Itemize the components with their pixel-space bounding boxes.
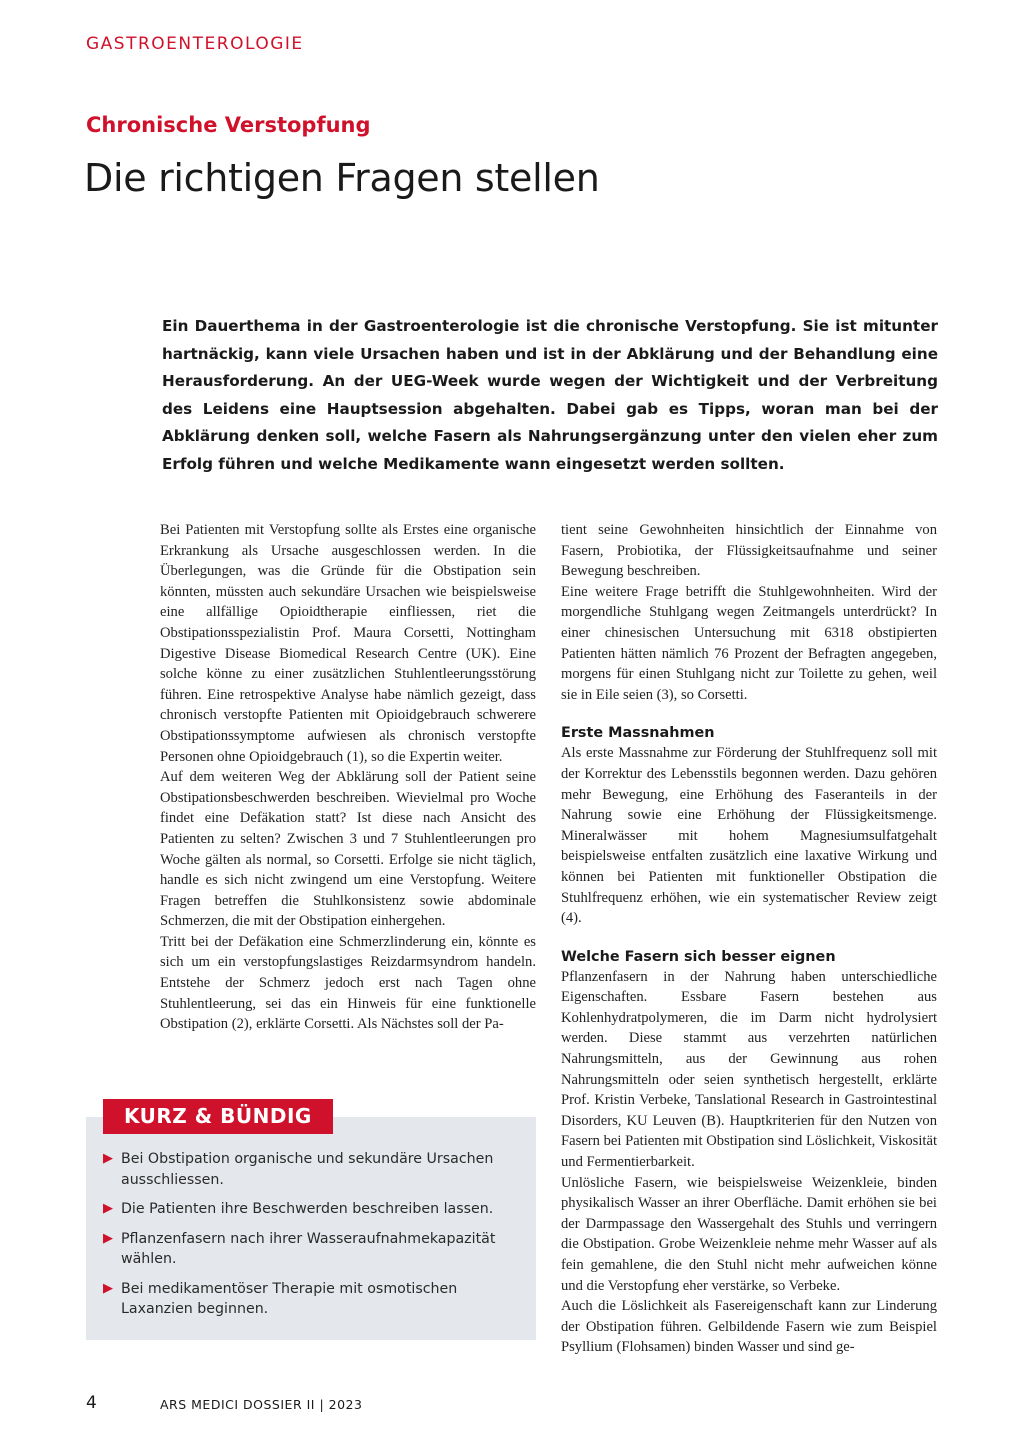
triangle-right-icon: ▶ — [103, 1230, 113, 1246]
section-label: GASTROENTEROLOGIE — [86, 34, 304, 54]
paragraph: Als erste Massnahme zur Förderung der Stuhlfrequenz soll mit der Korrektur des Lebensstils begonnen werden. Dazu gehören mehr Bewegung, eine Erhöhung des Faseranteils in der Nahrung sowie eine Erhöhung der Flüssigkeitsmenge. Mineralwässer mit hohem Magnesiumsulfatgehalt beispielsweise entfalten zusätzlich eine laxative Wirkung und können bei Patienten mit funktioneller Obstipation die Stuhlfrequenz erhöhen, wie ein systematischer Review zeigt (4). — [561, 745, 937, 927]
article-title: Die richtigen Fragen stellen — [84, 156, 600, 200]
triangle-right-icon: ▶ — [103, 1151, 113, 1166]
summary-box — [86, 1117, 536, 1340]
triangle-right-icon: ▶ — [103, 1201, 113, 1216]
body-column-left — [160, 520, 536, 1035]
paragraph: Bei Patienten mit Verstopfung sollte als Erstes eine organische Erkrankung als Ursache ausgeschlossen werden. In die Überlegungen, was die Gründe für die Obstipation sein könnten, müssten auch sekundäre Ursachen wie beispielsweise eine allfällige Opioidtherapie einfliessen, riet die Obstipationsspezialistin Prof. Maura Corsetti, Nottingham Digestive Disease Biomedical Research Centre (UK). Eine solche könne zu einer zusätzlichen Stuhlentleerungsstörung führen. Eine retrospektive Analyse habe nämlich gezeigt, dass chronisch verstopfte Patienten mit Opioidgebrauch schwerere Obstipationssymptome aufwiesen als chronisch verstopfte Personen ohne Opioidgebrauch (1), so die Expertin weiter. — [160, 522, 536, 765]
article-kicker: Chronische Verstopfung — [86, 113, 371, 137]
summary-item — [103, 1279, 523, 1320]
summary-item — [103, 1229, 523, 1270]
summary-item-text: Pflanzenfasern nach ihrer Wasseraufnahmekapazität wählen. — [121, 1230, 496, 1267]
paragraph: tient seine Gewohnheiten hinsichtlich der Einnahme von Fasern, Probiotika, der Flüssigkeitsaufnahme und seiner Bewegung beschreiben. — [561, 522, 937, 580]
paragraph: Unlösliche Fasern, wie beispielsweise Weizenkleie, binden physikalisch Wasser an ihrer Oberfläche. Damit erhöhen sie bei der Darmpassage den Wassergehalt des Stuhls und verringern die Obstipation. Grobe Weizenkleie nehme mehr Wasser auf als fein gemahlene, die den Stuhl nicht mehr aufweichen könne und die Verstopfung eher verstärke, so Verbeke. — [561, 1174, 937, 1294]
summary-item-text: Die Patienten ihre Beschwerden beschreiben lassen. — [121, 1201, 494, 1217]
paragraph: Eine weitere Frage betrifft die Stuhlgewohnheiten. Wird der morgendliche Stuhlgang wegen Zeitmangels unterdrückt? In einer chinesischen Untersuchung mit 6318 obstipierten Patienten hätten nämlich 76 Prozent der Befragten angegeben, morgens für einen Stuhlgang nicht zur Toilette zu gehen, weil sie in Eile seien (3), so Corsetti. — [561, 583, 937, 703]
paragraph: Tritt bei der Defäkation eine Schmerzlinderung ein, könnte es sich um ein verstopfungslastiges Reizdarmsyndrom handeln. Entstehe der Schmerz jedoch erst nach Tagen ohne Stuhlentleerung, sei das ein Hinweis für eine funktionelle Obstipation (2), erklärte Corsetti. Als Nächstes soll der Pa- — [160, 933, 536, 1033]
summary-list — [103, 1149, 523, 1329]
paragraph: Pflanzenfasern in der Nahrung haben unterschiedliche Eigenschaften. Essbare Fasern bestehen aus Kohlenhydratpolymeren, die im Darm nicht hydrolysiert werden. Diese stammt aus verzehrten natürlichen Nahrungsmitteln, aus der Gewinnung aus rohen Nahrungsmitteln oder seien synthetisch hergestellt, erklärte Prof. Kristin Verbeke, Tanslational Research in Gastrointestinal Disorders, KU Leuven (B). Hauptkriterien für den Nutzen von Fasern bei Patienten mit Obstipation sind Löslichkeit, Viskosität und Fermentierbarkeit. — [561, 968, 937, 1171]
body-column-right — [561, 520, 937, 1358]
summary-item — [103, 1199, 523, 1220]
article-lead: Ein Dauerthema in der Gastroenterologie ist die chronische Verstopfung. Sie ist mitunter hartnäckig, kann viele Ursachen haben und ist in der Abklärung und der Behandlung eine Herausforderung. An der UEG-Week wurde wegen der Wichtigkeit und der Verbreitung des Leidens eine Hauptsession abgehalten. Dabei gab es Tipps, woran man bei der Abklärung denken soll, welche Fasern als Nahrungsergänzung unter den vielen eher zum Erfolg führen und welche Medikamente wann eingesetzt werden sollten. — [162, 317, 938, 473]
subheading: Erste Massnahmen — [561, 725, 715, 742]
summary-item — [103, 1149, 523, 1190]
journal-footer: ARS MEDICI DOSSIER II | 2023 — [160, 1397, 363, 1412]
summary-item-text: Bei medikamentöser Therapie mit osmotischen Laxanzien beginnen. — [121, 1280, 458, 1317]
paragraph: Auch die Löslichkeit als Fasereigenschaft kann zur Linderung der Obstipation führen. Gelbildende Fasern wie zum Beispiel Psyllium (Flohsamen) binden Wasser und sind ge- — [561, 1298, 937, 1356]
triangle-right-icon: ▶ — [103, 1280, 113, 1296]
page-number: 4 — [86, 1393, 97, 1413]
summary-box-title: KURZ & BÜNDIG — [103, 1099, 333, 1134]
paragraph: Auf dem weiteren Weg der Abklärung soll der Patient seine Obstipationsbeschwerden beschreiben. Wievielmal pro Woche findet eine Defäkation statt? Ist diese nach Ansicht des Patienten zu selten? Zwischen 3 und 7 Stuhlentleerungen pro Woche gälten als normal, so Corsetti. Erfolge sie nicht täglich, handle es sich nicht zwingend um eine Verstopfung. Weitere Fragen betreffen die Stuhlkonsistenz sowie abdominale Schmerzen, die mit der Obstipation einhergehen. — [160, 769, 536, 930]
summary-item-text: Bei Obstipation organische und sekundäre Ursachen ausschliessen. — [121, 1151, 494, 1188]
subheading: Welche Fasern sich besser eignen — [561, 948, 836, 965]
